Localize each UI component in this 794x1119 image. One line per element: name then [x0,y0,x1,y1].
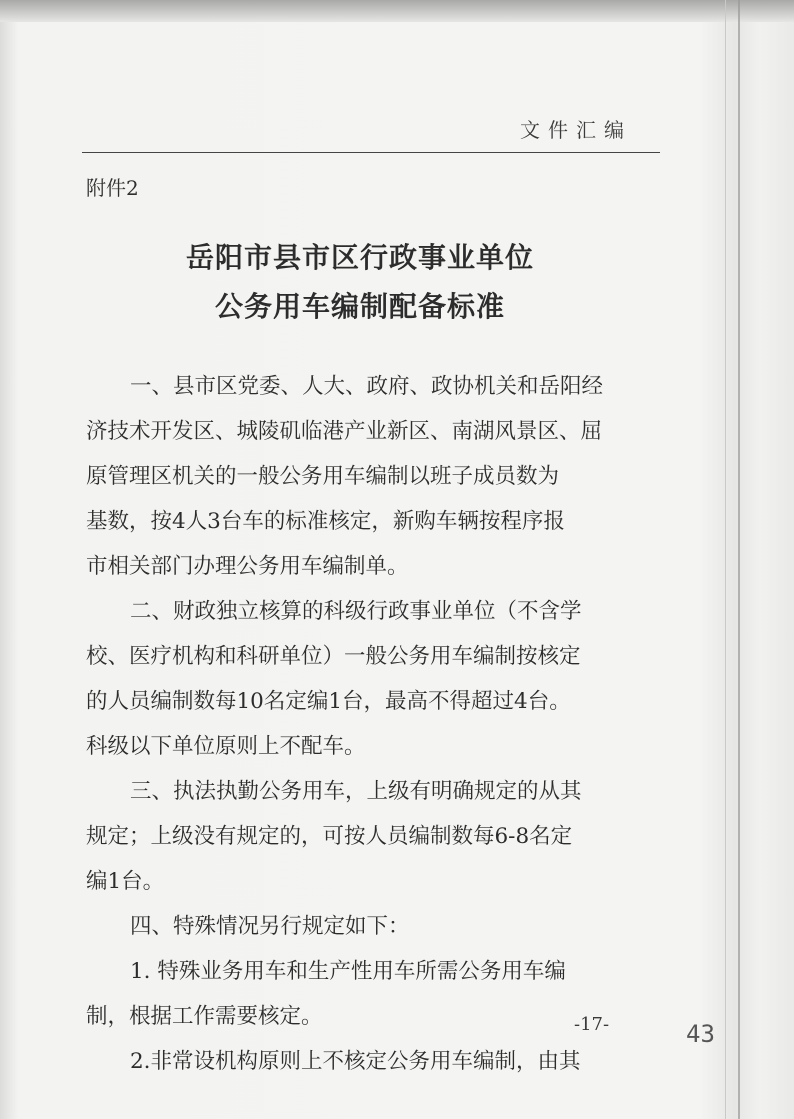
scan-number: 43 [686,1020,715,1048]
body-line: 制，根据工作需要核定。 [86,1004,323,1029]
attachment-label: 附件2 [86,176,139,200]
document-title-line-2: 公务用车编制配备标准 [214,290,505,323]
body-line: 济技术开发区、城陵矶临港产业新区、南湖风景区、屈 [86,419,603,444]
body-line: 规定；上级没有规定的，可按人员编制数每6-8名定 [86,824,573,849]
body-line: 二、财政独立核算的科级行政事业单位（不含学 [130,599,582,624]
body-line: 编1台。 [86,869,165,894]
running-header: 文件汇编 [520,118,632,142]
scan-shadow [0,0,794,22]
header-rule [82,152,660,153]
body-line: 科级以下单位原则上不配车。 [86,734,366,759]
body-line: 原管理区机关的一般公务用车编制以班子成员数为 [86,464,560,489]
page-edge [725,0,726,1119]
body-line: 的人员编制数每10名定编1台，最高不得超过4台。 [86,689,571,714]
body-line: 基数，按4人3台车的标准核定，新购车辆按程序报 [86,509,565,534]
page-number: -17- [574,1014,610,1035]
document-body [86,364,658,1084]
page-fold [738,0,740,1119]
body-line: 校、医疗机构和科研单位）一般公务用车编制按核定 [86,644,581,669]
body-line: 市相关部门办理公务用车编制单。 [86,554,409,579]
body-line: 三、执法执勤公务用车，上级有明确规定的从其 [130,779,582,804]
body-line: 一、县市区党委、人大、政府、政协机关和岳阳经 [130,374,604,399]
body-line: 四、特殊情况另行规定如下： [130,914,410,939]
body-line: 1. 特殊业务用车和生产性用车所需公务用车编 [130,959,566,984]
document-title-line-1: 岳阳市县市区行政事业单位 [185,241,534,274]
body-line: 2.非常设机构原则上不核定公务用车编制，由其 [130,1049,581,1074]
